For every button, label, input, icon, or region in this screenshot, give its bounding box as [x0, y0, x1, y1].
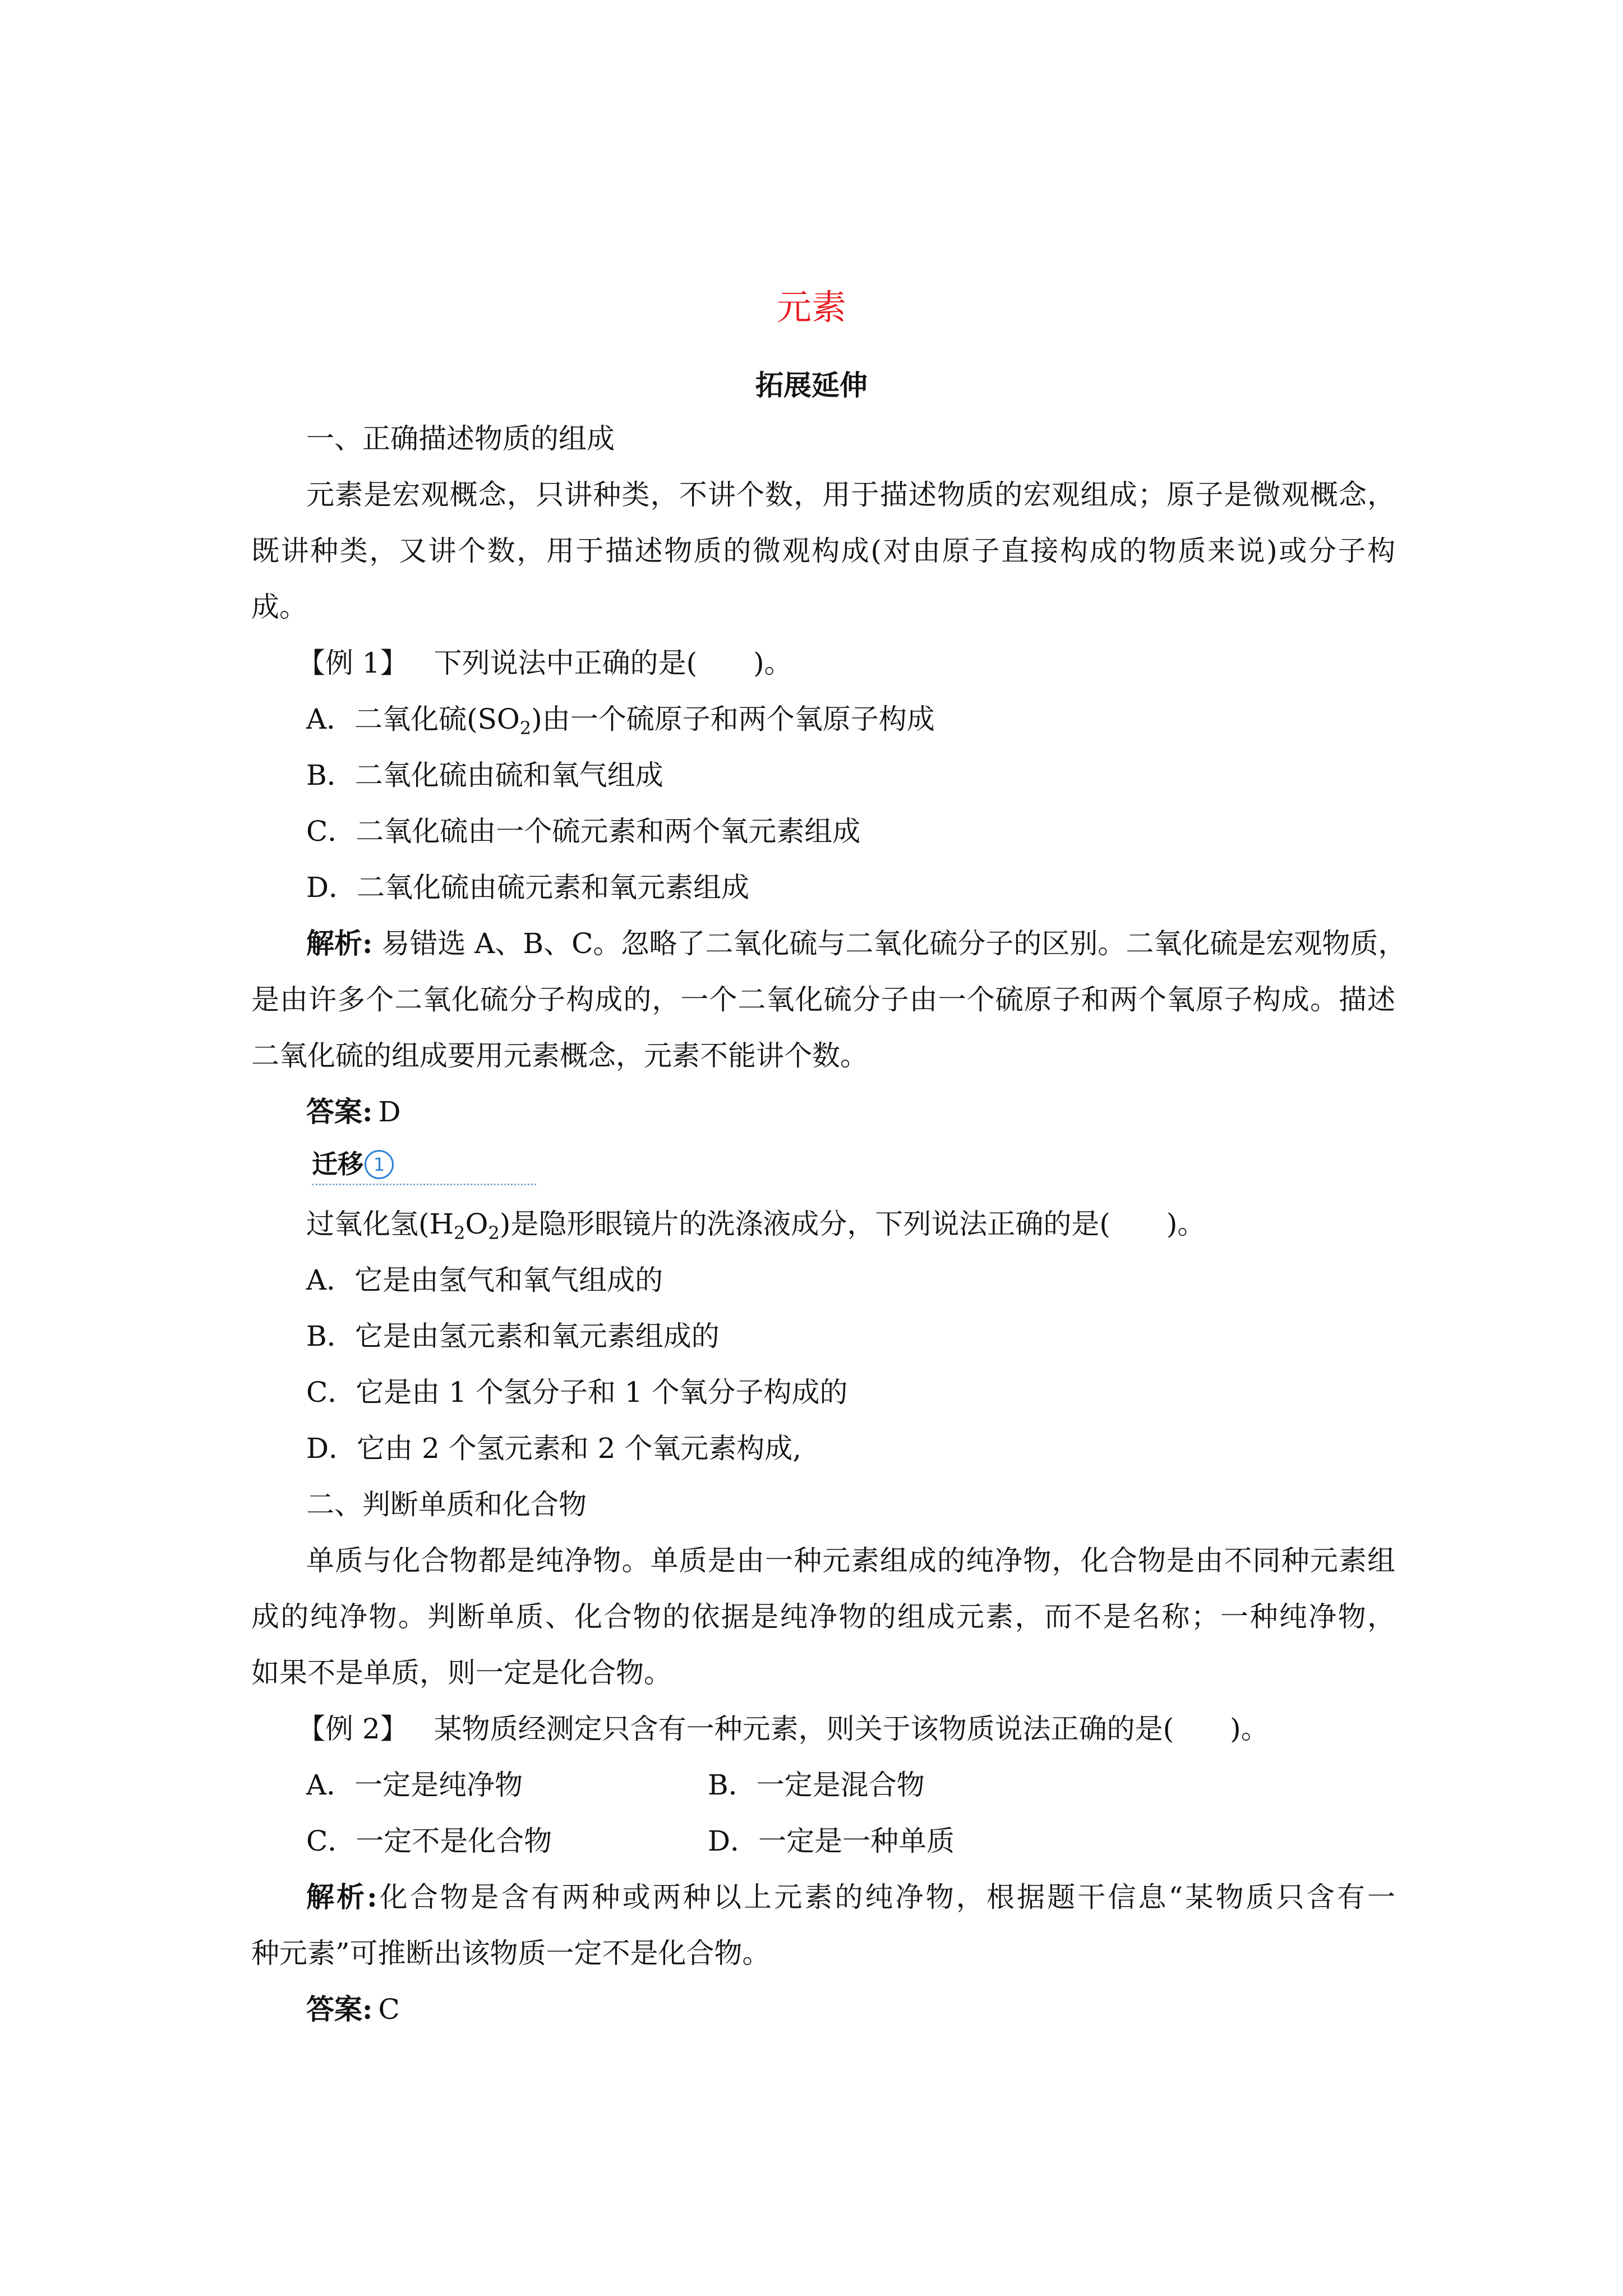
option-b: B．它是由氢元素和氧元素组成的: [306, 1320, 720, 1352]
section-heading-1: 一、正确描述物质的组成: [306, 422, 615, 455]
option-d: D．它由 2 个氢元素和 2 个氧元素构成,: [306, 1432, 802, 1465]
example-1-question: [297, 643, 1441, 683]
analysis-line: 是由许多个二氧化硫分子构成的，一个二氧化硫分子由一个硫原子和两个氧原子构成。描述: [251, 983, 1395, 1016]
analysis-line: 种元素”可推断出该物质一定不是化合物。: [251, 1937, 771, 1970]
option-a: A．它是由氢气和氧气组成的: [306, 1264, 663, 1296]
migration-question: 过氧化氢$(H_2O_2)$是隐形眼镜片的洗涤液成分，下列说法正确的是( )。: [306, 1208, 1206, 1244]
circled-number-icon: 1: [365, 1150, 394, 1179]
section-subtitle: 拓展延伸: [755, 369, 868, 402]
answer-line: 答案: D: [306, 1095, 401, 1128]
option-d: D．一定是一种单质: [708, 1825, 955, 1857]
paragraph-line: 元素是宏观概念，只讲种类，不讲个数，用于描述物质的宏观组成；原子是微观概念，: [306, 478, 1395, 511]
options-row: [306, 1821, 1395, 1861]
option-a: A．二氧化硫$(SO_2)$由一个硫原子和两个氧原子构成: [306, 703, 935, 739]
analysis-label: 解析:: [306, 927, 373, 960]
question-text: 某物质经测定只含有一种元素，则关于该物质说法正确的是( )。: [434, 1713, 1269, 1745]
answer-label: 答案:: [306, 1993, 373, 2026]
migration-heading: [312, 1144, 536, 1185]
paragraph-line: 成的纯净物。判断单质、化合物的依据是纯净物的组成元素，而不是名称；一种纯净物，: [251, 1600, 1395, 1633]
option-c: C．一定不是化合物: [306, 1825, 552, 1857]
analysis-label: 解析:: [306, 1880, 377, 1913]
option-a: A．一定是纯净物: [306, 1769, 523, 1801]
page-title: 元素: [776, 287, 846, 328]
analysis-line: 解析: 易错选 A、B、C。忽略了二氧化硫与二氧化硫分子的区别。二氧化硫是宏观物质，: [306, 927, 1407, 960]
option-b: B．一定是混合物: [708, 1769, 925, 1801]
answer-line: 答案: C: [306, 1993, 400, 2026]
analysis-line: 解析:化合物是含有两种或两种以上元素的纯净物，根据题干信息“某物质只含有一: [306, 1880, 1395, 1913]
paragraph-line: 成。: [251, 591, 307, 623]
option-b: B．二氧化硫由硫和氧气组成: [306, 759, 663, 792]
migration-label: 迁移: [312, 1149, 363, 1179]
question-text: 下列说法中正确的是( )。: [434, 647, 792, 679]
section-heading-2: 二、判断单质和化合物: [306, 1488, 587, 1521]
options-row: [306, 1765, 1395, 1805]
example-label: 【例 2】: [297, 1713, 408, 1745]
option-c: C．它是由 1 个氢分子和 1 个氧分子构成的: [306, 1376, 848, 1409]
paragraph-line: 既讲种类，又讲个数，用于描述物质的微观构成(对由原子直接构成的物质来说)或分子构: [251, 535, 1395, 567]
example-label: 【例 1】: [297, 647, 408, 679]
analysis-line: 二氧化硫的组成要用元素概念，元素不能讲个数。: [251, 1039, 868, 1072]
option-d: D．二氧化硫由硫元素和氧元素组成: [306, 871, 750, 904]
example-2-question: [297, 1709, 1441, 1749]
option-c: C．二氧化硫由一个硫元素和两个氧元素组成: [306, 815, 861, 848]
paragraph-line: 如果不是单质，则一定是化合物。: [251, 1657, 672, 1689]
paragraph-line: 单质与化合物都是纯净物。单质是由一种元素组成的纯净物，化合物是由不同种元素组: [306, 1544, 1395, 1577]
answer-label: 答案:: [306, 1095, 373, 1128]
